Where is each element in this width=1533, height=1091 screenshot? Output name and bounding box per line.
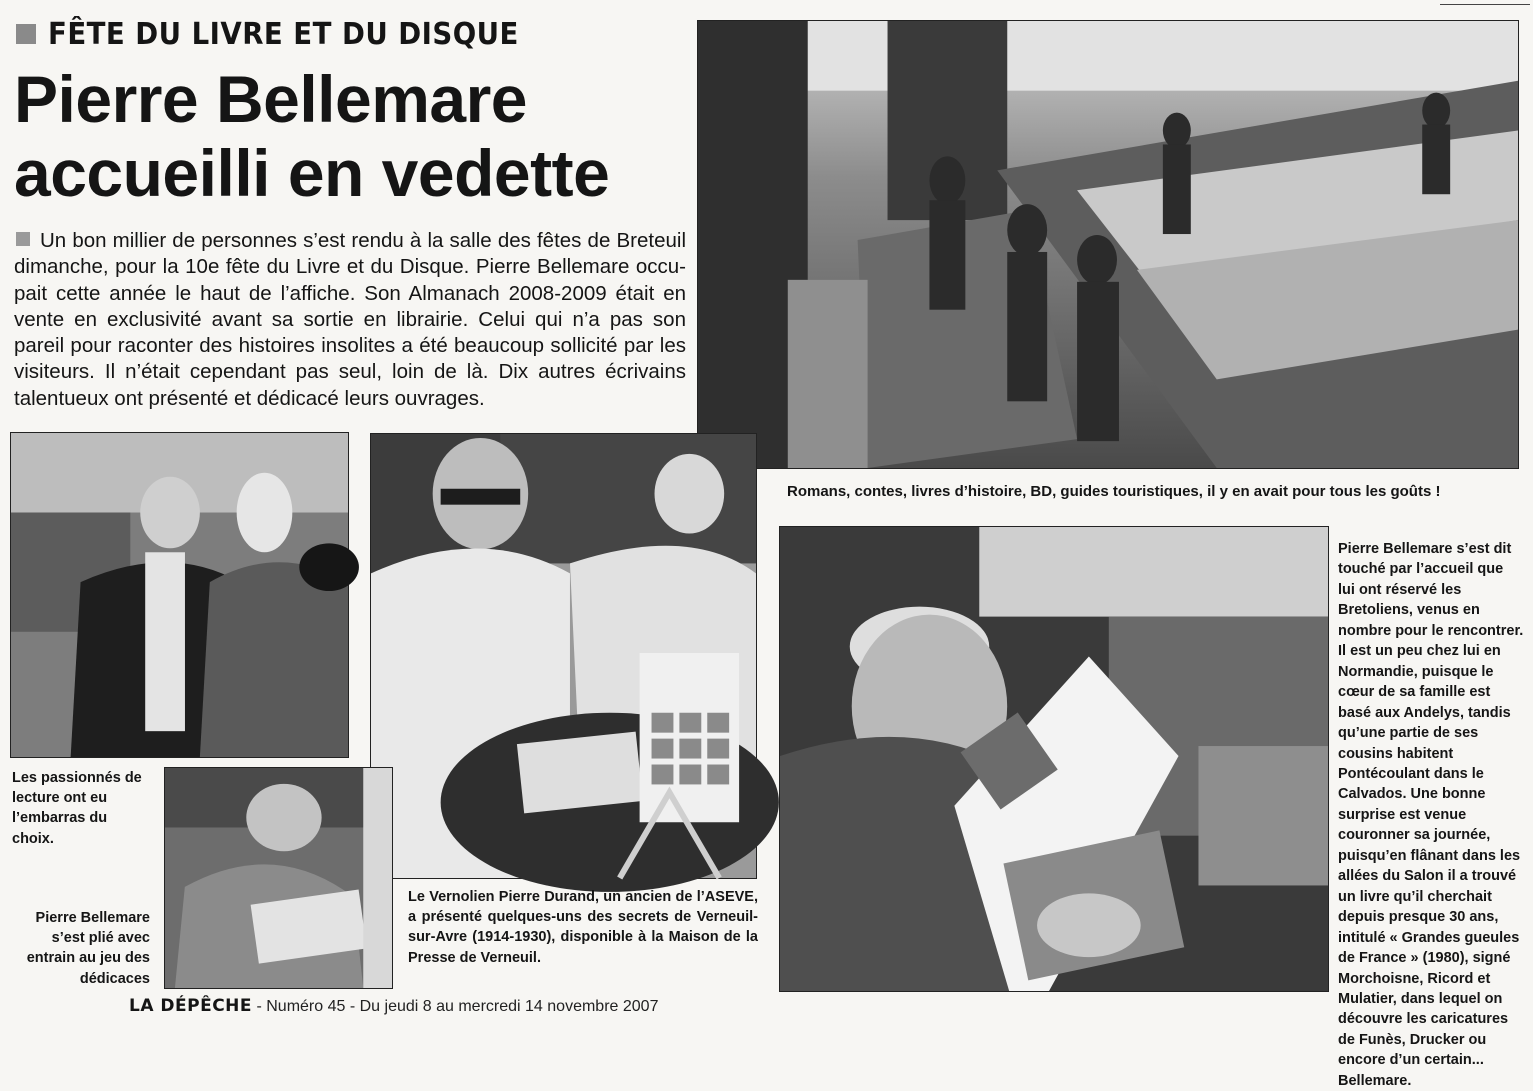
- signing-photo-caption: Pierre Bellemare s’est plié avec entrain au jeu des dédicaces: [26, 910, 150, 987]
- rubric-text: FÊTE DU LIVRE ET DU DISQUE: [48, 16, 519, 52]
- headline-line-2: accueilli en vedette: [14, 136, 610, 210]
- newspaper-name: LA DÉPÊCHE: [129, 996, 253, 1016]
- square-bullet-icon: [16, 24, 36, 44]
- visitors-couple-photo: [10, 432, 349, 758]
- hall-photo-caption: Romans, contes, livres d’histoire, BD, guides touristiques, il y en avait pour tous les goûts !: [787, 483, 1441, 500]
- bellemare-holding-book-photo: [779, 526, 1329, 992]
- top-rule: [1440, 4, 1530, 5]
- bellemare-photo-caption: Pierre Bellemare s’est dit touché par l’accueil que lui ont réservé les Bretoliens, venus en nombre pour le rencontrer. Il est un peu chez lui en Normandie, puisque le cœur de sa famille est basé aux Andelys, tandis qu’une partie de ses cousins habitent Pontécoulant dans le Calvados. Une bonne surprise est venue couronner sa journée, puisqu’en flânant dans les allées du Salon il a trouvé un livre qu’il cherchait depuis presque 30 ans, intitulé « Grandes gueules de France » (1980), signé Morchoisne, Ricord et Mulatier, dans lequel on découvre les caricatures de Funès, Drucker ou encore d’un certain... Bellemare.: [1338, 541, 1524, 1089]
- square-bullet-icon: [16, 232, 30, 246]
- couple-photo-caption: Les passionnés de lecture ont eu l’embarras du choix.: [12, 770, 142, 847]
- durand-photo-caption: Le Vernolien Pierre Durand, un ancien de l’ASEVE, a présenté quelques-uns des secrets de Verneuil-sur-Avre (1914-1930), disponible à la Maison de la Presse de Verneuil.: [408, 889, 758, 966]
- lead-paragraph: [14, 228, 686, 412]
- headline: [14, 62, 694, 210]
- issue-info: - Numéro 45 - Du jeudi 8 au mercredi 14 novembre 2007: [252, 998, 659, 1015]
- bellemare-signing-photo: [164, 767, 393, 989]
- book-fair-hall-photo: [697, 20, 1519, 469]
- pierre-durand-photo: [370, 433, 757, 879]
- page-footer: [129, 996, 658, 1016]
- lead-text: Un bon millier de personnes s’est rendu à la salle des fêtes de Breteuil dimanche, pour la 10e fête du Livre et du Disque. Pierre Bellemare occu-pait cette année le haut de l’affiche. Son Almanach 2008-2009 était en vente en exclusivité avant sa sortie en librairie. Celui qui n’a pas son pareil pour raconter des histoires insolites a été beaucoup sollicité par les visiteurs. Il n’était cependant pas seul, loin de là. Dix autres écrivains talentueux ont présenté et dédicacé leurs ouvrages.: [14, 229, 686, 410]
- rubric: [16, 14, 560, 54]
- headline-line-1: Pierre Bellemare: [14, 62, 528, 136]
